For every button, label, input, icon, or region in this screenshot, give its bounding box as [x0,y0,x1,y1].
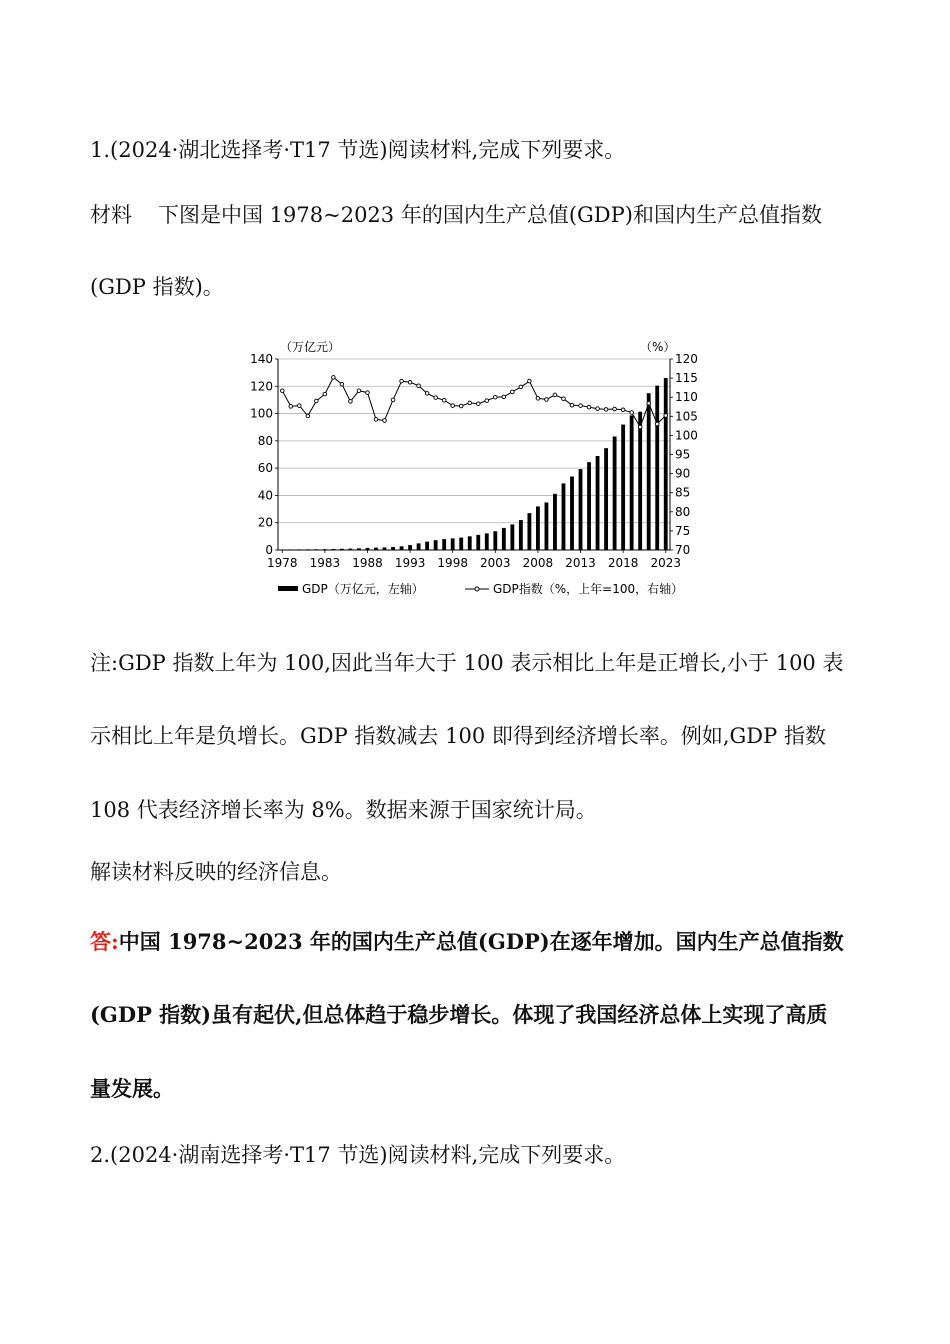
gdp-index-point [494,395,498,399]
gdp-index-point [468,401,472,405]
gdp-index-point [476,402,480,406]
gdp-index-point [519,385,523,389]
gdp-index-point [315,399,319,403]
chart-legend [278,581,683,596]
right-tick-label: 70 [675,543,691,557]
gdp-index-point [340,382,344,386]
right-tick-label: 100 [675,428,698,443]
gdp-index-point [459,404,463,408]
right-tick-label: 75 [675,523,691,538]
gdp-chart-svg [240,333,720,608]
gdp-bar [417,543,421,550]
x-tick-label: 2013 [565,556,596,570]
gdp-index-point [511,390,515,394]
gdp-index-line [280,376,667,429]
material-line-2: (GDP 指数)。 [90,275,224,299]
gdp-index-point [655,422,659,426]
gdp-bar [536,506,540,550]
gdp-bar [647,393,651,550]
right-tick-label: 80 [675,504,691,519]
gdp-bar [510,524,514,550]
gdp-bar [553,494,557,550]
gdp-bar [638,412,642,550]
gdp-index-point [630,411,634,415]
gdp-bars [280,378,667,550]
gdp-index-point [604,408,608,412]
gdp-index-point [391,398,395,402]
note-line-1: 注:GDP 指数上年为 100,因此当年大于 100 表示相比上年是正增长,小于 100 表 [90,651,844,675]
gdp-bar [655,386,659,550]
gdp-index-point [579,404,583,408]
gdp-index-point [570,403,574,407]
gdp-bar [570,477,574,550]
answer-line-3: 量发展。 [90,1076,174,1101]
x-tick-label: 2008 [522,556,554,570]
left-tick-label: 100 [250,406,273,421]
gdp-bar [630,415,634,550]
gdp-bar [579,469,583,550]
legend-index-swatch-marker [475,587,479,591]
question-1-title: 1.(2024·湖北选择考·T17 节选)阅读材料,完成下列要求。 [90,138,626,162]
gdp-index-point [485,399,489,403]
question-2-title: 2.(2024·湖南选择考·T17 节选)阅读材料,完成下列要求。 [90,1143,626,1167]
gdp-bar [434,540,438,550]
gdp-index-point [349,400,353,404]
right-tick-label: 95 [675,447,691,462]
gdp-bar [459,538,463,550]
x-tick-label: 1988 [352,556,383,570]
x-tick-label: 1978 [266,556,298,570]
left-tick-label: 120 [250,379,273,394]
gdp-bar [621,425,625,550]
x-tick-label: 1993 [394,556,426,570]
gdp-bar [425,542,429,550]
task-text: 解读材料反映的经济信息。 [90,860,342,884]
right-tick-label: 85 [675,485,691,500]
gdp-index-point [434,396,438,400]
gdp-index-point [400,379,404,383]
gdp-index-point [280,389,284,393]
gdp-index-point [647,402,651,406]
gdp-index-point [545,398,549,402]
legend-index-label: GDP指数（%，上年=100，右轴） [493,582,684,596]
gdp-index-point [374,418,378,422]
gdp-bar [587,462,591,550]
gdp-bar [400,546,404,550]
note-line-2: 示相比上年是负增长。GDP 指数减去 100 即得到经济增长率。例如,GDP 指数 [90,724,826,748]
gdp-index-point [323,392,327,396]
gdp-index-point [502,395,506,399]
gdp-index-point [306,414,310,418]
gdp-index-point [357,389,361,393]
gdp-bar [485,533,489,550]
gdp-index-point [664,414,668,418]
gdp-bar [442,539,446,550]
gdp-index-point [366,391,370,395]
grid-lines [278,359,670,523]
gdp-index-point [383,419,387,423]
gdp-bar [562,483,566,550]
material-line-1 [90,200,862,230]
left-tick-label: 40 [257,488,273,503]
left-tick-label: 140 [250,352,273,366]
gdp-index-point [451,404,455,408]
right-axis-unit: （%） [640,340,676,354]
right-tick-label: 90 [675,466,691,481]
answer-label: 答: [90,929,119,954]
gdp-index-point [596,407,600,411]
gdp-bar [545,502,549,550]
left-tick-label: 60 [257,461,273,476]
gdp-bar [613,436,617,550]
right-tick-label: 115 [675,371,698,386]
gdp-bar [519,520,523,550]
gdp-bar [502,528,506,550]
answer-line-1 [90,927,862,957]
gdp-bar [468,536,472,550]
gdp-index-point [553,393,557,397]
note-line-3: 108 代表经济增长率为 8%。数据来源于国家统计局。 [90,798,597,822]
gdp-index-point [621,408,625,412]
x-tick-label: 1998 [437,556,468,570]
gdp-index-point [613,407,617,411]
left-tick-label: 80 [257,433,273,448]
gdp-bar [493,531,497,550]
x-tick-label: 2023 [650,556,682,570]
gdp-bar [604,448,608,550]
answer-line-2: (GDP 指数)虽有起伏,但总体趋于稳步增长。体现了我国经济总体上实现了高质 [90,1002,828,1027]
material-text-1: 下图是中国 1978~2023 年的国内生产总值(GDP)和国内生产总值指数 [158,203,822,227]
left-axis-unit: （万亿元） [280,340,341,354]
gdp-index-point [528,379,532,383]
gdp-bar [664,378,668,550]
material-label: 材料 [90,203,132,227]
left-tick-label: 20 [257,515,273,530]
gdp-bar [476,535,480,550]
gdp-index-point [332,376,336,380]
legend-gdp-swatch [278,586,298,591]
gdp-index-point [587,405,591,409]
gdp-index-point [442,398,446,402]
legend-gdp-label: GDP（万亿元，左轴） [302,582,424,596]
gdp-index-point [417,384,421,388]
gdp-bar [596,456,600,550]
gdp-index-point [638,425,642,429]
x-tick-label: 2003 [480,556,511,570]
gdp-index-point [408,381,412,385]
x-tick-label: 2018 [607,556,639,570]
gdp-index-point [298,404,302,408]
answer-text-1: 中国 1978~2023 年的国内生产总值(GDP)在逐年增加。国内生产总值指数 [118,929,844,954]
gdp-bar [408,545,412,550]
left-tick-label: 0 [265,543,273,557]
gdp-index-point [562,397,566,401]
gdp-chart [240,333,720,608]
gdp-bar [451,538,455,550]
gdp-bar [527,513,531,550]
gdp-index-point [425,392,429,396]
right-tick-label: 120 [675,352,698,366]
right-tick-label: 105 [675,409,698,424]
x-tick-label: 1983 [309,556,341,570]
gdp-index-point [536,397,540,401]
right-tick-label: 110 [675,390,698,405]
gdp-index-point [289,405,293,409]
